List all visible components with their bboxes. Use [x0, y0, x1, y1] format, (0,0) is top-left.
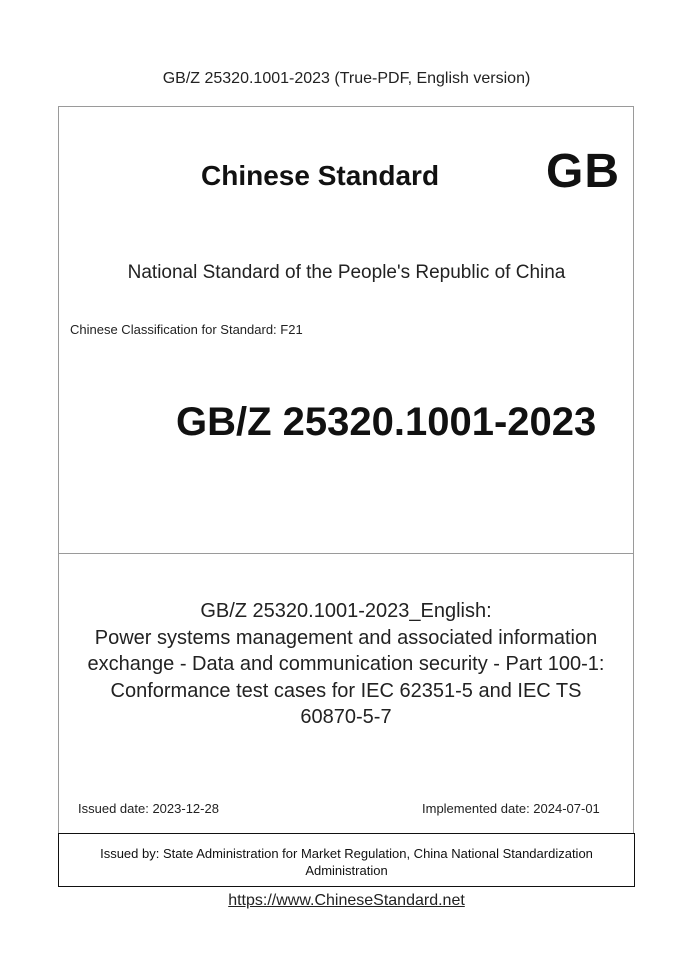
- title-line: GB/Z 25320.1001-2023_English:: [200, 600, 492, 622]
- national-standard-subtitle: National Standard of the People's Republic of China: [127, 262, 566, 283]
- title-line: exchange - Data and communication security - Part 100-1:: [87, 653, 605, 675]
- standard-title: [60, 598, 632, 731]
- issued-date: Issued date: 2023-12-28: [78, 801, 219, 816]
- classification-label: Chinese Classification for Standard: F21: [70, 322, 303, 337]
- issuer-line: Issued by: State Administration for Market Regulation, China National Standardization: [100, 846, 593, 861]
- title-line: Power systems management and associated information: [94, 626, 598, 649]
- implemented-date: Implemented date: 2024-07-01: [422, 801, 600, 816]
- issuer-box: [58, 833, 635, 887]
- website-link[interactable]: https://www.ChineseStandard.net: [228, 892, 465, 909]
- gb-mark: GB: [546, 145, 620, 198]
- issuer-line: Administration: [305, 863, 388, 878]
- title-line: Conformance test cases for IEC 62351-5 and IEC TS: [110, 679, 582, 702]
- standard-number: GB/Z 25320.1001-2023: [176, 400, 597, 444]
- chinese-standard-heading: Chinese Standard: [201, 160, 440, 191]
- document-header: GB/Z 25320.1001-2023 (True-PDF, English version): [162, 70, 531, 87]
- title-line: 60870-5-7: [300, 706, 392, 728]
